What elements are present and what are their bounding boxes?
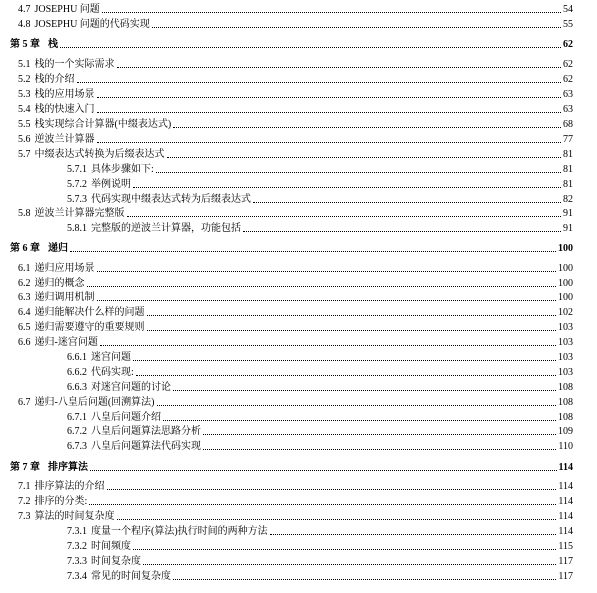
toc-entry-number: 6.2 bbox=[18, 278, 31, 289]
toc-entry-number: 6.4 bbox=[18, 307, 31, 318]
toc-entry-title: 中缀表达式转换为后缀表达式 bbox=[34, 149, 165, 160]
toc-entry-number: 6.6.1 bbox=[67, 352, 87, 363]
toc-entry[interactable] bbox=[67, 554, 573, 568]
toc-entry[interactable] bbox=[18, 206, 573, 220]
dot-leader bbox=[117, 519, 557, 520]
toc-entry[interactable] bbox=[67, 177, 573, 191]
toc-entry[interactable] bbox=[18, 87, 573, 101]
dot-leader bbox=[90, 470, 557, 471]
toc-page-number: 54 bbox=[563, 4, 573, 15]
toc-entry-number: 6.3 bbox=[18, 292, 31, 303]
toc-entry[interactable] bbox=[67, 539, 573, 553]
toc-entry-number: 6.7.2 bbox=[67, 426, 87, 437]
toc-entry[interactable] bbox=[18, 509, 573, 523]
toc-entry-number: 5.8 bbox=[18, 208, 31, 219]
toc-entry-title: 算法的时间复杂度 bbox=[34, 511, 115, 522]
toc-entry-number: 5.7.2 bbox=[67, 179, 87, 190]
dot-leader bbox=[270, 534, 557, 535]
toc-entry[interactable] bbox=[67, 192, 573, 206]
toc-entry[interactable] bbox=[18, 102, 573, 116]
toc-entry[interactable] bbox=[67, 439, 573, 453]
toc-entry-number: 5.4 bbox=[18, 104, 31, 115]
dot-leader bbox=[102, 12, 561, 13]
toc-page-number: 103 bbox=[558, 337, 573, 348]
toc-page-number: 108 bbox=[558, 382, 573, 393]
toc-entry-title: 排序的分类: bbox=[34, 496, 88, 507]
dot-leader bbox=[77, 82, 562, 83]
toc-entry[interactable] bbox=[18, 2, 573, 16]
toc-entry-title: 递归需要遵守的重要规则 bbox=[34, 322, 145, 333]
toc-entry-number: 4.8 bbox=[18, 19, 31, 30]
toc-entry-title: 八皇后问题算法代码实现 bbox=[91, 441, 201, 452]
toc-page-number: 81 bbox=[563, 164, 573, 175]
toc-entry-title: 递归-八皇后问题(回溯算法) bbox=[34, 397, 155, 408]
toc-entry-title: 栈的快速入门 bbox=[34, 104, 95, 115]
toc-page-number: 117 bbox=[558, 556, 573, 567]
dot-leader bbox=[143, 564, 556, 565]
toc-entry-number: 5.7 bbox=[18, 149, 31, 160]
toc-entry-number: 5.7.3 bbox=[67, 194, 87, 205]
toc-entry-title: 完整版的逆波兰计算器，功能包括 bbox=[91, 223, 241, 234]
toc-entry-title: 代码实现中缀表达式转为后缀表达式 bbox=[91, 194, 251, 205]
toc-entry-title: 时间复杂度 bbox=[91, 556, 141, 567]
dot-leader bbox=[70, 251, 556, 252]
toc-entry-number: 7.3.3 bbox=[67, 556, 87, 567]
dot-leader bbox=[97, 271, 557, 272]
dot-leader bbox=[152, 27, 561, 28]
toc-entry[interactable] bbox=[67, 162, 573, 176]
toc-entry-title: 举例说明 bbox=[91, 179, 131, 190]
toc-entry-title: 具体步骤如下: bbox=[91, 164, 154, 175]
toc-entry-title: JOSEPHU 问题的代码实现 bbox=[34, 19, 150, 30]
toc-entry[interactable] bbox=[67, 569, 573, 583]
toc-entry-title: 迷宫问题 bbox=[91, 352, 131, 363]
dot-leader bbox=[173, 579, 556, 580]
dot-leader bbox=[203, 449, 556, 450]
toc-entry-number: 7.3 bbox=[18, 511, 31, 522]
toc-entry-number: 7.1 bbox=[18, 481, 31, 492]
dot-leader bbox=[127, 216, 562, 217]
dot-leader bbox=[253, 202, 561, 203]
toc-entry[interactable] bbox=[18, 335, 573, 349]
toc-page-number: 117 bbox=[558, 571, 573, 582]
toc-entry-number: 7.3.1 bbox=[67, 526, 87, 537]
toc-entry-title: 栈 bbox=[48, 39, 58, 50]
toc-page-number: 81 bbox=[563, 179, 573, 190]
toc-entry-number: 5.8.1 bbox=[67, 223, 87, 234]
toc-page-number: 110 bbox=[558, 441, 573, 452]
dot-leader bbox=[60, 47, 561, 48]
toc-entry-title: 逆波兰计算器 bbox=[34, 134, 95, 145]
toc-entry-title: 八皇后问题算法思路分析 bbox=[91, 426, 201, 437]
toc-entry[interactable] bbox=[18, 117, 573, 131]
toc-page-number: 108 bbox=[558, 397, 573, 408]
dot-leader bbox=[87, 286, 557, 287]
toc-entry-number: 5.5 bbox=[18, 119, 31, 130]
toc-entry-number: 5.1 bbox=[18, 59, 31, 70]
dot-leader bbox=[157, 405, 557, 406]
dot-leader bbox=[173, 127, 561, 128]
toc-entry-title: 栈的应用场景 bbox=[34, 89, 95, 100]
toc-entry-number: 5.2 bbox=[18, 74, 31, 85]
toc-entry[interactable] bbox=[18, 147, 573, 161]
toc-entry[interactable] bbox=[18, 494, 573, 508]
toc-page-number: 103 bbox=[558, 352, 573, 363]
dot-leader bbox=[89, 504, 556, 505]
dot-leader bbox=[147, 330, 557, 331]
toc-page-number: 114 bbox=[558, 462, 573, 473]
toc-page-number: 81 bbox=[563, 149, 573, 160]
toc-entry[interactable] bbox=[67, 365, 573, 379]
dot-leader bbox=[203, 434, 556, 435]
toc-entry-title: 递归-迷宫问题 bbox=[34, 337, 98, 348]
toc-entry-number: 第 6 章 bbox=[10, 243, 40, 254]
toc-chapter-entry[interactable] bbox=[10, 37, 573, 51]
toc-entry-number: 5.7.1 bbox=[67, 164, 87, 175]
toc-entry-title: 栈的介绍 bbox=[34, 74, 75, 85]
dot-leader bbox=[133, 360, 556, 361]
toc-entry-title: 递归 bbox=[48, 243, 68, 254]
toc-chapter-entry[interactable] bbox=[10, 241, 573, 255]
toc-entry-title: 栈的一个实际需求 bbox=[34, 59, 115, 70]
toc-entry-title: 常见的时间复杂度 bbox=[91, 571, 171, 582]
toc-entry-title: 逆波兰计算器完整版 bbox=[34, 208, 125, 219]
toc-entry[interactable] bbox=[67, 380, 573, 394]
toc-entry-number: 7.3.4 bbox=[67, 571, 87, 582]
toc-page-number: 63 bbox=[563, 104, 573, 115]
toc-entry-title: 度量一个程序(算法)执行时间的两种方法 bbox=[91, 526, 268, 537]
toc-page-number: 82 bbox=[563, 194, 573, 205]
toc-entry-number: 6.6.2 bbox=[67, 367, 87, 378]
toc-page-number: 62 bbox=[563, 39, 573, 50]
toc-page-number: 114 bbox=[558, 511, 573, 522]
toc-page-number: 100 bbox=[558, 292, 573, 303]
toc-entry[interactable] bbox=[67, 424, 573, 438]
toc-entry-number: 6.1 bbox=[18, 263, 31, 274]
dot-leader bbox=[167, 157, 562, 158]
dot-leader bbox=[163, 420, 556, 421]
toc-entry-title: 代码实现: bbox=[91, 367, 134, 378]
dot-leader bbox=[133, 549, 556, 550]
toc-entry-number: 6.7.3 bbox=[67, 441, 87, 452]
toc-entry-number: 5.3 bbox=[18, 89, 31, 100]
toc-page-number: 68 bbox=[563, 119, 573, 130]
toc-page-number: 91 bbox=[563, 223, 573, 234]
dot-leader bbox=[133, 187, 561, 188]
toc-page-number: 55 bbox=[563, 19, 573, 30]
toc-page-number: 103 bbox=[558, 322, 573, 333]
toc-chapter-entry[interactable] bbox=[10, 460, 573, 474]
toc-page-number: 114 bbox=[558, 481, 573, 492]
toc-entry[interactable] bbox=[18, 290, 573, 304]
toc-entry-number: 7.3.2 bbox=[67, 541, 87, 552]
toc-entry-title: JOSEPHU 问题 bbox=[34, 4, 100, 15]
toc-entry-number: 6.6 bbox=[18, 337, 31, 348]
toc-entry[interactable] bbox=[67, 221, 573, 235]
toc-entry[interactable] bbox=[18, 479, 573, 493]
toc-page-number: 63 bbox=[563, 89, 573, 100]
toc-entry[interactable] bbox=[18, 72, 573, 86]
toc-entry-title: 递归调用机制 bbox=[34, 292, 95, 303]
toc-page-number: 114 bbox=[558, 526, 573, 537]
toc-page-number: 62 bbox=[563, 74, 573, 85]
dot-leader bbox=[97, 300, 557, 301]
toc-page-number: 100 bbox=[558, 263, 573, 274]
dot-leader bbox=[100, 345, 556, 346]
toc-entry[interactable] bbox=[18, 261, 573, 275]
toc-entry[interactable] bbox=[18, 305, 573, 319]
toc-entry[interactable] bbox=[67, 524, 573, 538]
toc-entry[interactable] bbox=[18, 132, 573, 146]
dot-leader bbox=[97, 142, 562, 143]
toc-entry-number: 第 5 章 bbox=[10, 39, 40, 50]
dot-leader bbox=[97, 112, 562, 113]
dot-leader bbox=[173, 390, 556, 391]
toc-entry-number: 6.7.1 bbox=[67, 412, 87, 423]
toc-entry-number: 6.5 bbox=[18, 322, 31, 333]
toc-entry-title: 栈实现综合计算器(中缀表达式) bbox=[34, 119, 172, 130]
dot-leader bbox=[117, 67, 562, 68]
toc-page-number: 62 bbox=[563, 59, 573, 70]
toc-entry-title: 时间频度 bbox=[91, 541, 131, 552]
toc-page-number: 100 bbox=[558, 243, 573, 254]
dot-leader bbox=[97, 97, 562, 98]
toc-entry[interactable] bbox=[67, 410, 573, 424]
toc-entry-title: 递归应用场景 bbox=[34, 263, 95, 274]
dot-leader bbox=[147, 315, 557, 316]
toc-entry-number: 4.7 bbox=[18, 4, 31, 15]
toc-page-number: 109 bbox=[558, 426, 573, 437]
toc-page-number: 103 bbox=[558, 367, 573, 378]
toc-entry[interactable] bbox=[18, 320, 573, 334]
dot-leader bbox=[156, 172, 561, 173]
toc-page-number: 91 bbox=[563, 208, 573, 219]
toc-entry-title: 排序算法的介绍 bbox=[34, 481, 105, 492]
toc-entry-number: 6.6.3 bbox=[67, 382, 87, 393]
toc-entry[interactable] bbox=[18, 395, 573, 409]
toc-entry[interactable] bbox=[67, 350, 573, 364]
toc-page-number: 115 bbox=[558, 541, 573, 552]
dot-leader bbox=[243, 231, 561, 232]
toc-entry-title: 对迷宫问题的讨论 bbox=[91, 382, 171, 393]
toc-entry-title: 递归能解决什么样的问题 bbox=[34, 307, 145, 318]
toc-page-number: 100 bbox=[558, 278, 573, 289]
toc-entry[interactable] bbox=[18, 17, 573, 31]
toc-entry-number: 第 7 章 bbox=[10, 462, 40, 473]
toc-entry-number: 7.2 bbox=[18, 496, 31, 507]
toc-page-number: 102 bbox=[558, 307, 573, 318]
toc-page-number: 114 bbox=[558, 496, 573, 507]
toc-entry-title: 递归的概念 bbox=[34, 278, 85, 289]
dot-leader bbox=[136, 375, 556, 376]
toc-entry-number: 5.6 bbox=[18, 134, 31, 145]
toc-entry-number: 6.7 bbox=[18, 397, 31, 408]
toc-entry[interactable] bbox=[18, 57, 573, 71]
toc-entry[interactable] bbox=[18, 276, 573, 290]
toc-entry-title: 八皇后问题介绍 bbox=[91, 412, 161, 423]
toc-entry-title: 排序算法 bbox=[48, 462, 88, 473]
dot-leader bbox=[107, 489, 557, 490]
toc-page-number: 77 bbox=[563, 134, 573, 145]
toc-page-number: 108 bbox=[558, 412, 573, 423]
